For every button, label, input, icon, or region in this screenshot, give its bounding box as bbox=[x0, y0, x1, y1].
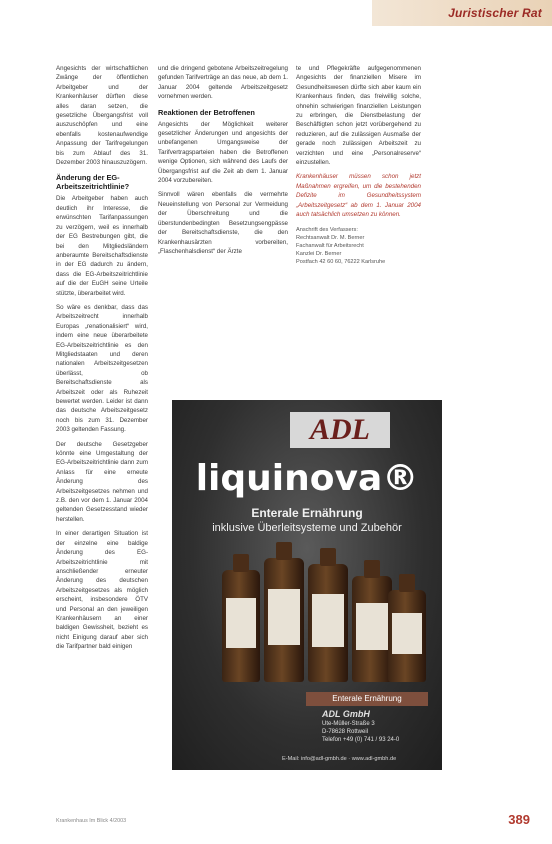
company-name: ADL GmbH bbox=[322, 709, 370, 719]
column-2 bbox=[158, 64, 288, 261]
bottle-image bbox=[264, 558, 304, 682]
paragraph: Die Arbeitgeber haben auch deutlich ihr Interesse, die erwünschten Tarifanpassungen zu verzögern, weil es innerhalb der EG Bestrebungen gibt, die bei den Mitgliedsländern anberaumte Bereitschaftsdienste in der EG dadurch zu ändern, dass die EG-Arbeitszeitrichtlinie auf die der EuGH seine Urteile stützte, überarbeitet wird. bbox=[56, 195, 148, 297]
ad-product-title: liquinova® bbox=[195, 458, 419, 499]
author-address bbox=[296, 226, 421, 266]
section-tag: Juristischer Rat bbox=[448, 6, 542, 20]
paragraph: So wäre es denkbar, dass das Arbeitszeitrecht innerhalb Europas „renationalisiert“ wird, indem eine neue überarbeitete EG-Arbeitszeitrichtlinie es den Mitgliedstaaten und deren nationalen Arbeitszeitgesetzen überlässt, ob Bereitschaftsdienste als Arbeitszeit oder als Ruhezeit bewertet werden. Leider ist dann das deutsche Arbeitszeitgesetz noch bis zum 31. Dezember 2003 geltenden Fassung. bbox=[56, 303, 148, 434]
page-number: 389 bbox=[508, 812, 530, 827]
subheading: Reaktionen der Betroffenen bbox=[158, 107, 255, 117]
pull-quote: Krankenhäuser müssen schon jetzt Maßnahmen ergreifen, um die bestehenden Defizite im Gesundheitssystem „Arbeitszeitgesetz“ ab dem 1. Januar 2004 auch tatsächlich umsetzen zu können. bbox=[296, 173, 421, 219]
bottle-image bbox=[388, 590, 426, 682]
byline-name: Rechtsanwalt Dr. M. Berner bbox=[296, 234, 365, 241]
ad-web-contact: E-Mail: info@adl-gmbh.de · www.adl-gmbh.de bbox=[282, 756, 397, 762]
column-1 bbox=[56, 64, 148, 657]
column-3 bbox=[296, 64, 421, 266]
ad-banner: Enterale Ernährung bbox=[306, 692, 428, 706]
byline-firm: Fachanwalt für Arbeitsrecht bbox=[296, 242, 364, 249]
address-line: Ute-Müller-Straße 3 bbox=[322, 721, 375, 727]
bottle-image bbox=[222, 570, 260, 682]
ad-tagline: inklusive Überleitsysteme und Zubehör bbox=[212, 522, 402, 534]
bottle-image bbox=[352, 576, 392, 682]
paragraph: te und Pflegekräfte aufgegenommenen Angesichts der finanziellen Misere im Gesundheitswesen dürfte sich aber kaum ein Krankenhaus finden, das freiwillig solche, ohnehin schwierigen finanziellen Leistungen zu erbringen, die Dienstbelastung der Beschäftigten schon jetzt vorübergehend zu reduzieren, auf die zulässigen Ausmaße der gerade noch zulässigen Arbeitszeit zu verzichten und eine „Personalreserve“ einzustellen. bbox=[296, 65, 421, 167]
brand-logo: ADL bbox=[310, 413, 370, 446]
advertisement bbox=[172, 400, 442, 770]
byline-label: Anschrift des Verfassers: bbox=[296, 226, 358, 233]
ad-contact-block bbox=[322, 710, 432, 744]
ad-subtitle: Enterale Ernährung bbox=[251, 506, 363, 520]
footer-text: Krankenhaus Im Blick 4/2003 bbox=[56, 818, 127, 824]
paragraph: In einer derartigen Situation ist der einzelne eine baldige Änderung des EG-Arbeitszeitrichtlinie mit anschließender erneuter Änderung des deutschen Arbeitszeitgesetzes als möglich erscheint, insbesondere ÖTV und Personal an den jeweiligen Krankenhäusern an einer baldigen Gewissheit, bezieht es nicht Einigung darauf aber sich die Tarifpartner bald einigen bbox=[56, 530, 148, 651]
paragraph: Angesichts der wirtschaftlichen Zwänge der öffentlichen Arbeitgeber und der Krankenhäuser dürften diese alles daran setzen, die gesetzliche Übergangsfrist voll auszuschöpfen und eine ebenfalls kostenaufwendige Anpassung der Tarifregelungen bis zum Ablauf des 31. Dezember 2003 hinauszuzögern. bbox=[56, 65, 148, 167]
address-line: D-78628 Rottweil bbox=[322, 729, 369, 735]
subheading: Änderung der EG-Arbeitszeitrichtlinie? bbox=[56, 173, 130, 192]
bottle-image bbox=[308, 564, 348, 682]
byline-org: Kanzlei Dr. Berner bbox=[296, 250, 342, 257]
phone-number: Telefon +49 (0) 741 / 93 24-0 bbox=[322, 737, 400, 743]
paragraph: Angesichts der Möglichkeit weiterer gesetzlicher Änderungen und angesichts der unbefangenen Umgangsweise der Tarifvertragsparteien haben die Betroffenen wenige Optionen, sich während des Laufs der Übergangsfrist auf die Zeit ab dem 1. Januar 2004 vorzubereiten. bbox=[158, 120, 288, 185]
paragraph: Der deutsche Gesetzgeber könnte eine Umgestaltung der EG-Arbeitszeitrichtlinie dann zum Anlass für eine erneute Änderung des Arbeitszeitgesetzes nehmen und z.B. den vor dem 1. Januar 2004 geltenden Gesetzesstand wieder herstellen. bbox=[56, 440, 148, 523]
paragraph: und die dringend gebotene Arbeitszeitregelung gefunden Tarifverträge an das neue, ab dem 1. Januar 2004 geltende Arbeitszeitgesetz vornehmen werden. bbox=[158, 65, 288, 101]
paragraph: Sinnvoll wären ebenfalls die vermehrte Neueinstellung von Personal zur Vermeidung der Überschreitung und die überstundenbedingten Besetzungsengpässe der Bereitschaftsdienste, die den Krankenhausärzten vorbereiten, „Flaschenhalsdienst“ der Ärzte bbox=[158, 191, 288, 255]
byline-address: Postfach 42 60 60, 76222 Karlsruhe bbox=[296, 258, 386, 265]
